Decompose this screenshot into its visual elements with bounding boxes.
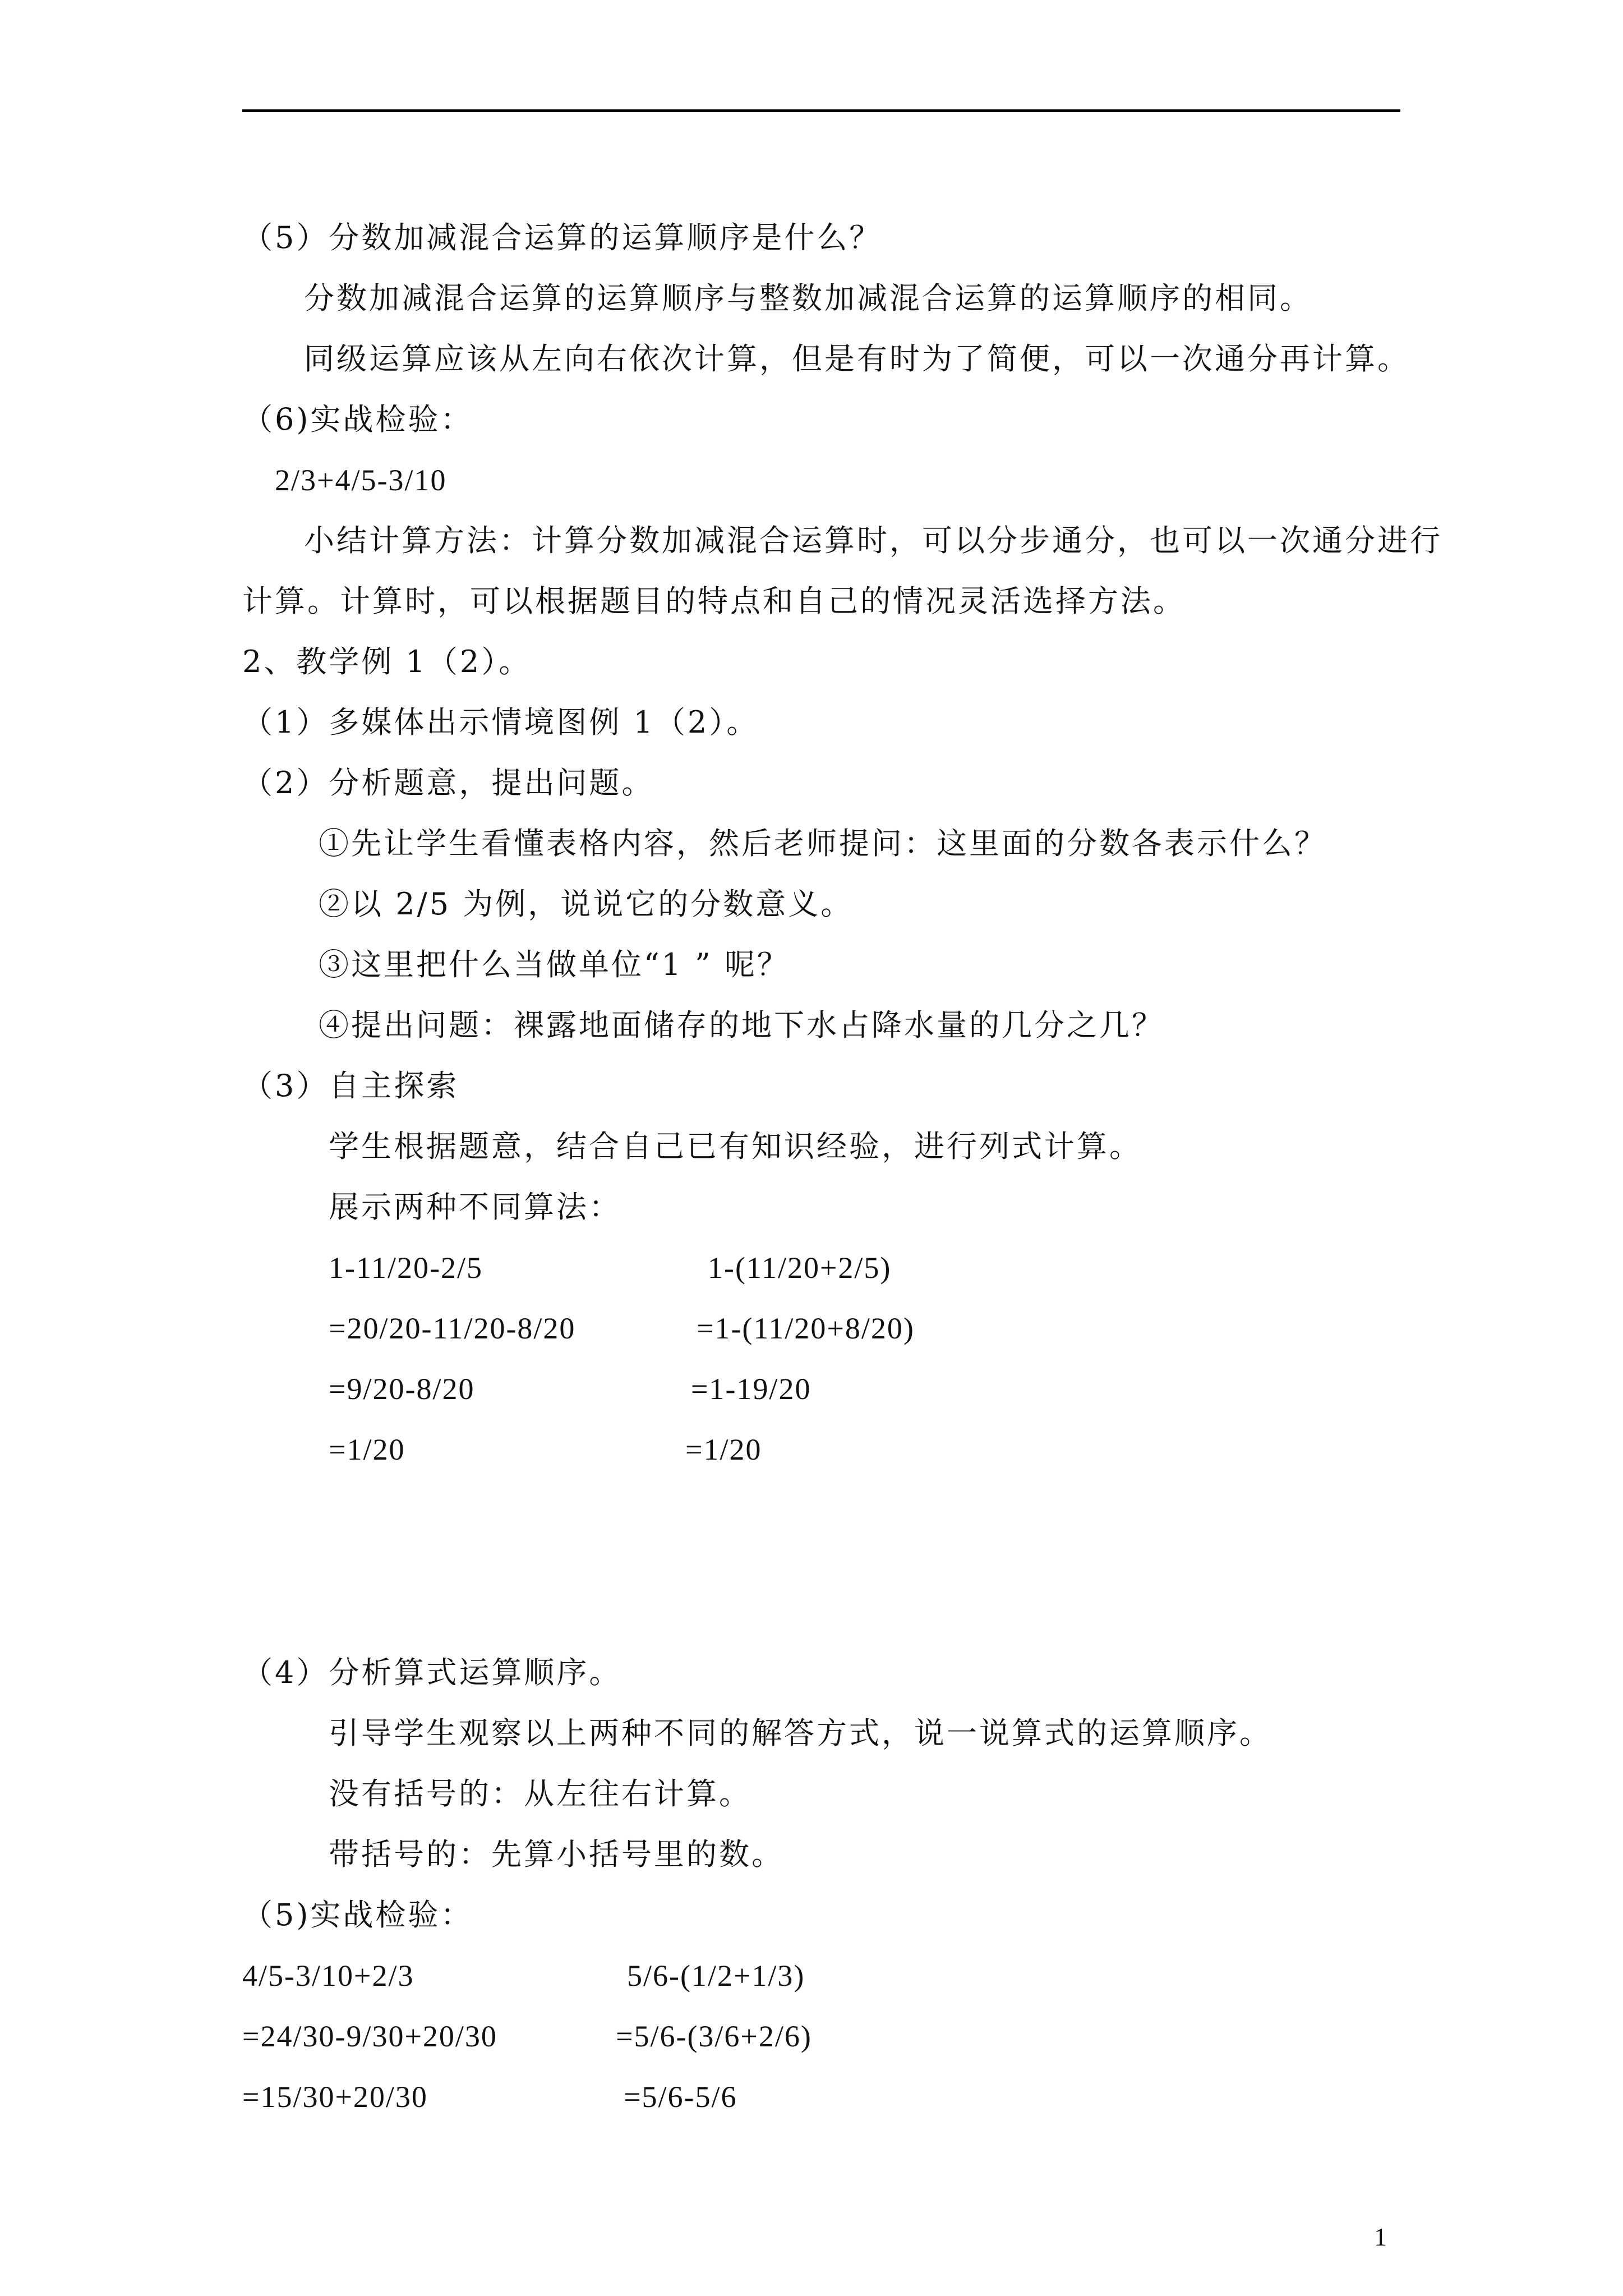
method-b-line: =1-(11/20+8/20)	[697, 1312, 915, 1345]
step3: （3）自主探索	[242, 1068, 459, 1103]
step5: （5)实战检验：	[242, 1897, 473, 1932]
step4: （4）分析算式运算顺序。	[242, 1655, 622, 1690]
step4-line-1: 引导学生观察以上两种不同的解答方式，说一说算式的运算顺序。	[329, 1715, 1272, 1751]
step2-item-2: ②以 2/5 为例，说说它的分数意义。	[319, 886, 854, 922]
step2-item-4: ④提出问题：裸露地面储存的地下水占降水量的几分之几？	[319, 1007, 1164, 1043]
step3-line-1: 学生根据题意，结合自己已有知识经验，进行列式计算。	[329, 1129, 1142, 1164]
q5-answer-line-2: 同级运算应该从左向右依次计算，但是有时为了简便，可以一次通分再计算。	[304, 341, 1410, 376]
q6-title: （6)实战检验：	[242, 402, 473, 437]
q5-title: （5）分数加减混合运算的运算顺序是什么？	[242, 220, 882, 255]
q5-answer-line-1: 分数加减混合运算的运算顺序与整数加减混合运算的运算顺序的相同。	[304, 280, 1312, 316]
practice-a-line: =15/30+20/30	[242, 2080, 428, 2114]
practice-b-line: =5/6-5/6	[624, 2080, 737, 2114]
step2-item-1: ①先让学生看懂表格内容，然后老师提问：这里面的分数各表示什么？	[319, 826, 1327, 861]
method-b-line: =1-19/20	[691, 1372, 811, 1406]
example-title: 2、教学例 1（2）。	[242, 644, 532, 679]
summary-line-2: 计算。计算时，可以根据题目的特点和自己的情况灵活选择方法。	[242, 583, 1186, 619]
step1: （1）多媒体出示情境图例 1（2）。	[242, 705, 759, 740]
practice-b-line: 5/6-(1/2+1/3)	[627, 1959, 805, 1993]
method-a-line: =1/20	[329, 1433, 405, 1466]
method-a-line: =20/20-11/20-8/20	[329, 1312, 576, 1345]
method-a-line: 1-11/20-2/5	[329, 1251, 483, 1285]
method-a-line: =9/20-8/20	[329, 1372, 475, 1406]
step4-line-2: 没有括号的：从左往右计算。	[329, 1776, 751, 1811]
practice-a-line: =24/30-9/30+20/30	[242, 2019, 497, 2053]
method-b-line: 1-(11/20+2/5)	[708, 1251, 892, 1285]
step3-line-2: 展示两种不同算法：	[329, 1189, 621, 1225]
q6-expression: 2/3+4/5-3/10	[275, 463, 447, 497]
practice-b-line: =5/6-(3/6+2/6)	[616, 2019, 812, 2053]
step2-item-3: ③这里把什么当做单位“1 ” 呢？	[319, 947, 790, 982]
step2: （2）分析题意，提出问题。	[242, 765, 654, 800]
method-b-line: =1/20	[685, 1433, 762, 1466]
page-number: 1	[1374, 2223, 1387, 2251]
summary-line-1: 小结计算方法：计算分数加减混合运算时，可以分步通分，也可以一次通分进行	[304, 523, 1442, 558]
step4-line-3: 带括号的：先算小括号里的数。	[329, 1837, 784, 1872]
header-rule	[242, 109, 1400, 112]
practice-a-line: 4/5-3/10+2/3	[242, 1959, 414, 1993]
